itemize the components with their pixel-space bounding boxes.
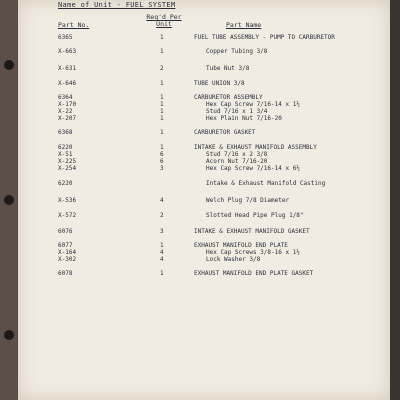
part-number: X-170 <box>58 101 77 108</box>
part-number-cell <box>58 144 76 172</box>
part-name-cell <box>194 129 255 136</box>
part-number: X-164 <box>58 249 77 256</box>
part-name-cell <box>194 242 300 263</box>
part-name-cell <box>194 80 245 87</box>
part-name: Stud 7/16 x 2 3/8 <box>206 151 268 158</box>
quantity: 1 <box>160 101 164 108</box>
quantity: 2 <box>160 65 164 72</box>
part-number-cell <box>58 242 76 263</box>
part-number: 6220 <box>58 180 73 187</box>
part-number-cell <box>58 270 72 277</box>
part-name-cell <box>194 212 304 219</box>
part-number-cell <box>58 228 72 235</box>
part-number: X-207 <box>58 115 77 122</box>
part-name: EXHAUST MANIFOLD END PLATE GASKET <box>194 270 314 277</box>
quantity-cell <box>160 197 164 204</box>
quantity <box>160 180 164 187</box>
document-title: Name of Unit - FUEL SYSTEM <box>58 1 176 9</box>
part-name-cell <box>194 94 300 122</box>
header-reqd-line2: Unit <box>156 20 172 28</box>
part-name-cell <box>194 34 335 41</box>
part-number: X-22 <box>58 108 73 115</box>
part-number-cell <box>58 180 72 187</box>
part-name-cell <box>194 48 267 55</box>
quantity: 1 <box>160 34 164 41</box>
quantity: 1 <box>160 129 164 136</box>
part-name: Hex Cap Screw 7/16-14 x 1½ <box>206 101 300 108</box>
part-name: TUBE UNION 3/8 <box>194 80 245 87</box>
part-name: Acorn Nut 7/16-20 <box>206 158 268 165</box>
part-name: Hex Plain Nut 7/16-20 <box>206 115 282 122</box>
quantity-cell <box>160 129 164 136</box>
quantity-cell <box>160 144 164 172</box>
document-page <box>18 0 390 400</box>
header-reqd-per-unit <box>142 14 186 28</box>
part-number-cell <box>58 94 76 122</box>
quantity: 3 <box>160 165 164 172</box>
part-number: X-302 <box>58 256 77 263</box>
quantity-cell <box>160 65 164 72</box>
part-name-cell <box>194 270 313 277</box>
part-number: 6078 <box>58 270 73 277</box>
part-name-cell <box>194 144 317 172</box>
part-number: 6365 <box>58 34 73 41</box>
part-number-cell <box>58 34 72 41</box>
part-number: X-572 <box>58 212 77 219</box>
quantity-cell <box>160 228 164 235</box>
quantity: 2 <box>160 212 164 219</box>
part-name: Tube Nut 3/8 <box>206 65 250 72</box>
part-name: Lock Washer 3/8 <box>206 256 261 263</box>
quantity-cell <box>160 48 164 55</box>
quantity-cell <box>160 270 164 277</box>
part-name: INTAKE & EXHAUST MANIFOLD ASSEMBLY <box>194 144 317 151</box>
quantity: 3 <box>160 228 164 235</box>
part-number: X-646 <box>58 80 77 87</box>
part-name-cell <box>194 197 289 204</box>
part-number: X-254 <box>58 165 77 172</box>
part-number-cell <box>58 65 76 72</box>
part-number-cell <box>58 80 76 87</box>
header-part-name: Part Name <box>226 21 262 29</box>
part-name-cell <box>194 228 310 235</box>
quantity: 1 <box>160 108 164 115</box>
part-name: Hex Cap Screws 3/8-16 x 1½ <box>206 249 300 256</box>
part-name: FUEL TUBE ASSEMBLY - PUMP TO CARBURETOR <box>194 34 335 41</box>
part-name: Copper Tubing 3/8 <box>206 48 268 55</box>
part-number: X-51 <box>58 151 73 158</box>
quantity: 4 <box>160 249 164 256</box>
quantity: 6 <box>160 158 164 165</box>
part-name: INTAKE & EXHAUST MANIFOLD GASKET <box>194 228 310 235</box>
part-number: 6368 <box>58 129 73 136</box>
part-number-cell <box>58 197 76 204</box>
part-number: 6364 <box>58 94 73 101</box>
quantity-cell <box>160 180 164 187</box>
part-name: Slotted Head Pipe Plug 1/8" <box>206 212 304 219</box>
part-number-cell <box>58 48 76 55</box>
part-name: CARBURETOR ASSEMBLY <box>194 94 263 101</box>
part-name: Stud 7/16 x 1 3/4 <box>206 108 268 115</box>
binder-hole <box>4 330 14 340</box>
part-number-cell <box>58 129 72 136</box>
part-name: CARBURETOR GASKET <box>194 129 256 136</box>
quantity: 1 <box>160 144 164 151</box>
quantity: 1 <box>160 48 164 55</box>
quantity: 6 <box>160 151 164 158</box>
quantity: 4 <box>160 197 164 204</box>
binder-hole <box>4 60 14 70</box>
part-name-cell <box>194 180 325 187</box>
quantity-cell <box>160 242 164 263</box>
quantity-cell <box>160 94 164 122</box>
part-name: Intake & Exhaust Manifold Casting <box>206 180 326 187</box>
quantity: 1 <box>160 242 164 249</box>
part-name: Hex Cap Screw 7/16-14 x 6½ <box>206 165 300 172</box>
header-reqd-line1: Req'd Per <box>146 13 182 21</box>
binder-edge <box>0 0 18 400</box>
part-number: X-225 <box>58 158 77 165</box>
part-number: X-536 <box>58 197 77 204</box>
binder-hole <box>4 195 14 205</box>
quantity-cell <box>160 34 164 41</box>
part-number: 6220 <box>58 144 73 151</box>
quantity: 1 <box>160 94 164 101</box>
part-number: X-631 <box>58 65 77 72</box>
part-name: Welch Plug 7/8 Diameter <box>206 197 290 204</box>
header-part-no: Part No. <box>58 21 90 29</box>
quantity-cell <box>160 80 164 87</box>
part-number-cell <box>58 212 76 219</box>
quantity: 1 <box>160 115 164 122</box>
quantity-cell <box>160 212 164 219</box>
quantity: 1 <box>160 80 164 87</box>
quantity: 4 <box>160 256 164 263</box>
part-name-cell <box>194 65 249 72</box>
quantity: 1 <box>160 270 164 277</box>
part-name: EXHAUST MANIFOLD END PLATE <box>194 242 288 249</box>
part-number: 6076 <box>58 228 73 235</box>
part-number: 6077 <box>58 242 73 249</box>
part-number: X-663 <box>58 48 77 55</box>
